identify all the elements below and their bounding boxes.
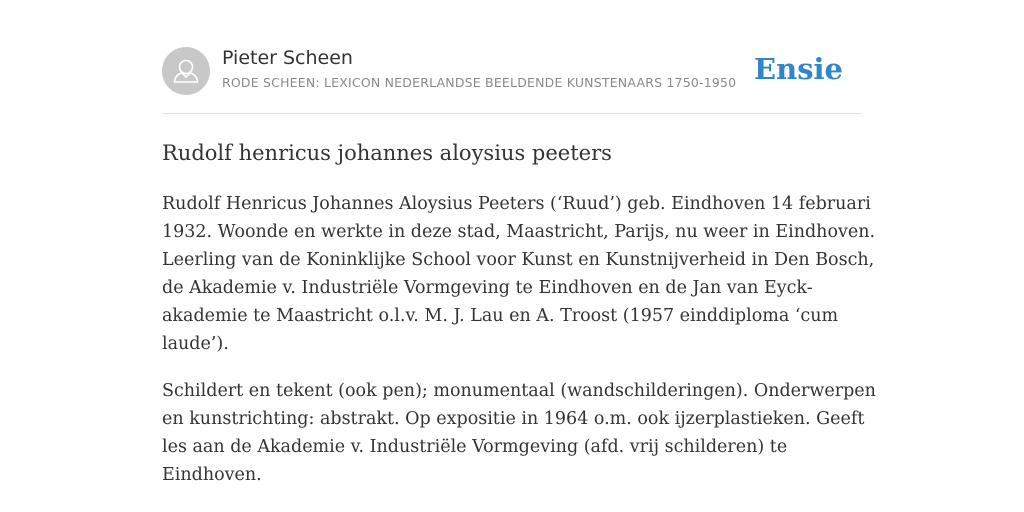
paragraph-line: laude’). bbox=[162, 334, 229, 354]
paragraph-line: les aan de Akademie v. Industriële Vormgeving (afd. vrij schilderen) te bbox=[162, 437, 788, 457]
author-name[interactable]: Pieter Scheen bbox=[222, 47, 353, 69]
author-avatar[interactable] bbox=[162, 47, 210, 95]
paragraph bbox=[162, 190, 876, 358]
user-silhouette-icon bbox=[162, 47, 210, 95]
paragraph-line: Eindhoven. bbox=[162, 465, 262, 485]
paragraph bbox=[162, 377, 876, 489]
paragraph-line: Leerling van de Koninklijke School voor Kunst en Kunstnijverheid in Den Bosch, bbox=[162, 250, 875, 270]
paragraph-line: de Akademie v. Industriële Vormgeving te Eindhoven en de Jan van Eyck- bbox=[162, 278, 813, 298]
article-title: Rudolf henricus johannes aloysius peeters bbox=[162, 141, 612, 165]
paragraph-line: Schildert en tekent (ook pen); monumentaal (wandschilderingen). Onderwerpen bbox=[162, 381, 876, 401]
paragraph-line: 1932. Woonde en werkte in deze stad, Maastricht, Parijs, nu weer in Eindhoven. bbox=[162, 222, 876, 242]
source-title[interactable]: RODE SCHEEN: LEXICON NEDERLANDSE BEELDENDE KUNSTENAARS 1750-1950 bbox=[222, 75, 737, 90]
article-header bbox=[162, 46, 862, 96]
paragraph-line: en kunstrichting: abstrakt. Op expositie in 1964 o.m. ook ijzerplastieken. Geeft bbox=[162, 409, 865, 429]
article-body bbox=[162, 190, 876, 508]
header-divider bbox=[162, 113, 862, 114]
brand-logo[interactable]: Ensie bbox=[754, 52, 843, 86]
paragraph-line: akademie te Maastricht o.l.v. M. J. Lau en A. Troost (1957 einddiploma ‘cum bbox=[162, 306, 839, 326]
paragraph-line: Rudolf Henricus Johannes Aloysius Peeters (‘Ruud’) geb. Eindhoven 14 februari bbox=[162, 194, 871, 214]
